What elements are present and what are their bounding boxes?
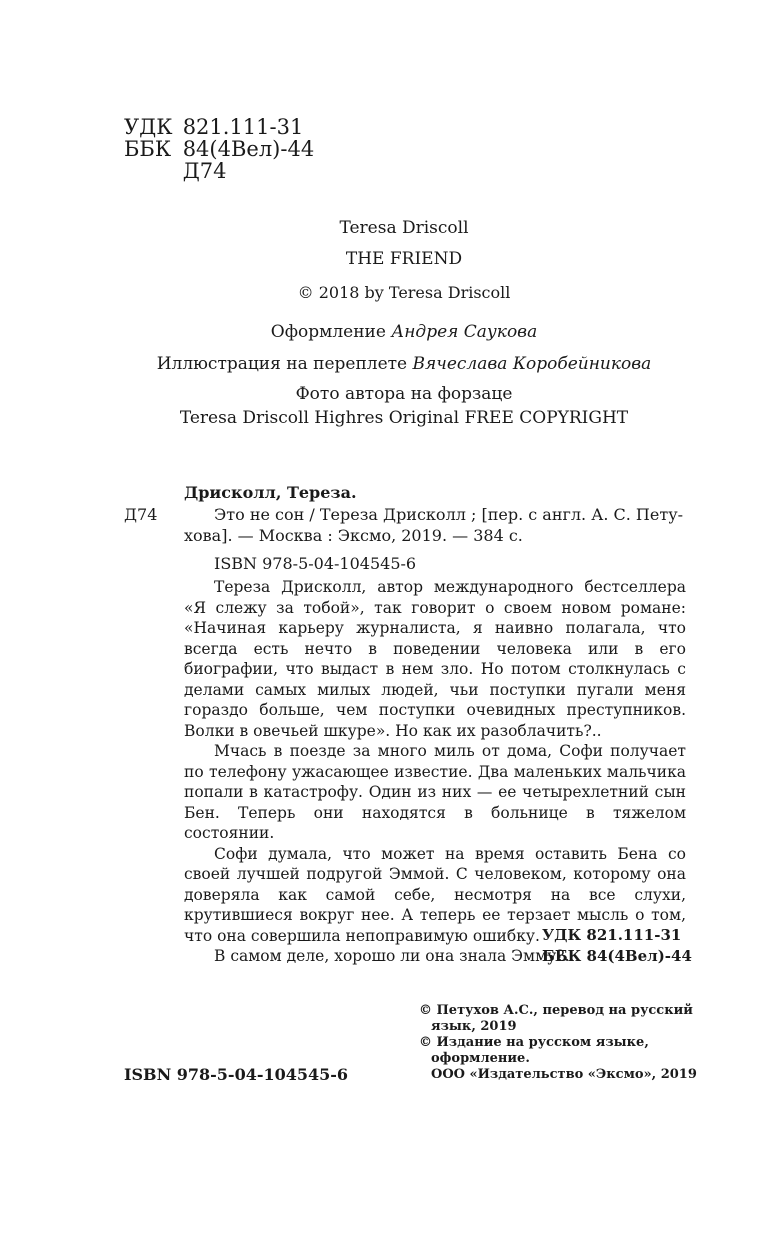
- design-name: Андрея Саукова: [391, 322, 538, 342]
- copyright-block: [419, 1003, 699, 1083]
- bbk-value: 84(4Вел)-44: [182, 137, 315, 161]
- bib-line-1: Это не сон / Тереза Дрисколл ; [пер. с англ. А. С. Пету-: [214, 505, 684, 524]
- bib-heading: Дрисколл, Тереза.: [184, 483, 357, 502]
- photo-credit: Фото автора на форзаце: [295, 384, 513, 404]
- original-author: Teresa Driscoll: [339, 218, 469, 238]
- edition-copyright: © Издание на русском языке, оформление.: [419, 1035, 649, 1066]
- illustration-name: Вячеслава Коробейникова: [412, 354, 652, 374]
- annotation: [184, 577, 686, 967]
- translation-copyright: © Петухов А.С., перевод на русский язык, 2019: [419, 1003, 693, 1034]
- original-title: THE FRIEND: [345, 249, 463, 269]
- author-mark: Д74: [182, 159, 227, 183]
- annotation-paragraph: Софи думала, что может на время оставить Бена со своей лучшей подругой Эммой. С человеком, которому она доверяла как самой себе, несмотря на все слухи, крутившиеся вокруг нее. А теперь ее терзает мысль о том, что она совершила непоправимую ошибку.: [184, 844, 686, 945]
- classification-block: [124, 116, 314, 182]
- illustration-credit: [0, 354, 768, 374]
- right-udk: УДК 821.111-31: [542, 926, 682, 944]
- annotation-paragraph: Мчась в поезде за много миль от дома, Софи получает по телефону ужасающее известие. Два маленьких мальчика попали в катастрофу. Один из них — ее четырехлетний сын Бен. Теперь они находятся в больнице в тяжелом состоянии.: [184, 742, 686, 842]
- design-credit: [0, 322, 768, 342]
- isbn-bottom: ISBN 978-5-04-104545-6: [124, 1065, 349, 1084]
- annotation-paragraph: В самом деле, хорошо ли она знала Эмму?..: [214, 947, 575, 965]
- annotation-paragraph: Тереза Дрисколл, автор международного бестселлера «Я слежу за тобой», так говорит о своем новом романе: «Начиная карьеру журналиста, я наивно полагала, что всегда есть нечто в поведении человека или в его биографии, что выдаст в нем зло. Но потом столкнулась с делами самых милых людей, чьи поступки пугали меня гораздо больше, чем поступки очевидных преступников. Волки в овечьей шкуре». Но как их разоблачить?..: [184, 578, 686, 740]
- right-bbk: ББК 84(4Вел)-44: [542, 947, 692, 965]
- udk-label: УДК: [124, 115, 173, 139]
- bib-line-2: хова]. — Москва : Эксмо, 2019. — 384 с.: [184, 526, 523, 545]
- original-copyright: © 2018 by Teresa Driscoll: [297, 283, 511, 302]
- design-label: Оформление: [270, 322, 386, 342]
- bbk-label: ББК: [124, 137, 172, 161]
- right-codes: [542, 925, 692, 967]
- photo-source: Teresa Driscoll Highres Original FREE COPYRIGHT: [179, 408, 629, 428]
- publisher-copyright: ООО «Издательство «Эксмо», 2019: [431, 1067, 697, 1082]
- illustration-label: Иллюстрация на переплете: [156, 354, 408, 374]
- udk-value: 821.111-31: [182, 115, 304, 139]
- bib-isbn: ISBN 978-5-04-104545-6: [214, 554, 417, 573]
- bib-mark: Д74: [124, 505, 158, 524]
